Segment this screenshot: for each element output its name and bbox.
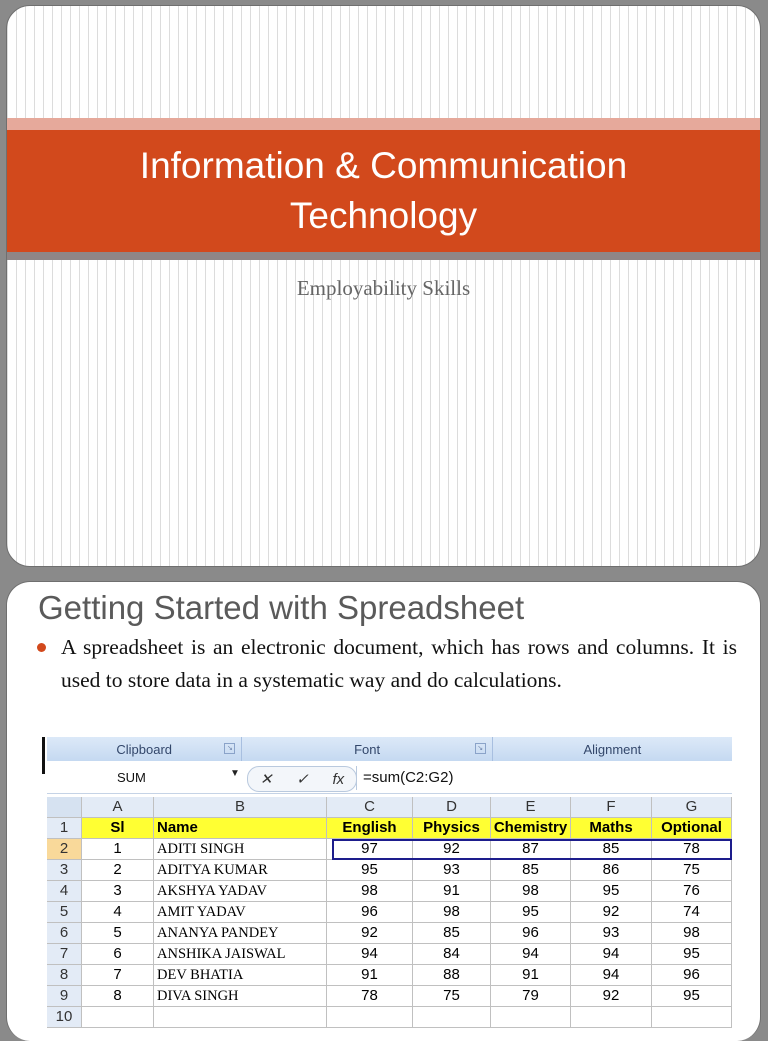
selected-range <box>332 839 732 860</box>
table-cell[interactable]: 1 <box>82 839 154 860</box>
table-row <box>47 944 732 965</box>
formula-input[interactable]: =sum(C2:G2) <box>356 766 739 790</box>
table-cell[interactable]: ADITYA KUMAR <box>154 860 327 881</box>
table-cell[interactable]: 8 <box>82 986 154 1007</box>
row-header[interactable]: 2 <box>47 839 82 860</box>
table-cell[interactable] <box>571 1007 652 1028</box>
table-cell[interactable]: 95 <box>491 902 571 923</box>
table-cell[interactable]: 92 <box>571 902 652 923</box>
table-cell[interactable]: 91 <box>491 965 571 986</box>
table-cell[interactable]: 95 <box>652 944 732 965</box>
column-header[interactable]: D <box>413 797 491 818</box>
table-row <box>47 860 732 881</box>
spreadsheet-screenshot <box>42 737 732 1037</box>
table-cell[interactable]: 7 <box>82 965 154 986</box>
table-cell[interactable]: AMIT YADAV <box>154 902 327 923</box>
table-cell[interactable]: 74 <box>652 902 732 923</box>
table-cell[interactable]: Maths <box>571 818 652 839</box>
column-header[interactable]: A <box>82 797 154 818</box>
table-cell[interactable]: 93 <box>571 923 652 944</box>
table-cell[interactable]: 98 <box>327 881 413 902</box>
table-cell[interactable]: 93 <box>413 860 491 881</box>
table-cell[interactable]: Name <box>154 818 327 839</box>
table-cell[interactable]: 95 <box>327 860 413 881</box>
title-band-top-stripe <box>7 118 760 130</box>
table-cell[interactable]: 92 <box>571 986 652 1007</box>
table-cell[interactable]: 2 <box>82 860 154 881</box>
table-cell[interactable] <box>413 1007 491 1028</box>
table-cell[interactable]: 4 <box>82 902 154 923</box>
table-cell[interactable] <box>652 1007 732 1028</box>
formula-buttons <box>247 766 357 792</box>
ribbon-group-label: Clipboard <box>116 741 173 757</box>
table-cell[interactable]: 87 <box>491 839 571 860</box>
column-header[interactable]: B <box>154 797 327 818</box>
table-cell[interactable]: AKSHYA YADAV <box>154 881 327 902</box>
dialog-launcher-icon[interactable]: ↘ <box>224 743 235 754</box>
table-cell[interactable]: 96 <box>652 965 732 986</box>
title-slide <box>6 5 761 567</box>
row-header[interactable]: 8 <box>47 965 82 986</box>
row-header[interactable]: 7 <box>47 944 82 965</box>
table-cell[interactable]: ANSHIKA JAISWAL <box>154 944 327 965</box>
column-header[interactable]: E <box>491 797 571 818</box>
ribbon-group-font[interactable] <box>242 737 492 761</box>
cell-grid <box>47 797 732 1028</box>
table-cell[interactable]: 84 <box>413 944 491 965</box>
row-header[interactable]: 6 <box>47 923 82 944</box>
row-header[interactable]: 5 <box>47 902 82 923</box>
table-cell[interactable]: 78 <box>327 986 413 1007</box>
table-cell[interactable]: 85 <box>491 860 571 881</box>
table-cell[interactable]: 88 <box>413 965 491 986</box>
table-cell[interactable]: 98 <box>491 881 571 902</box>
table-row <box>47 1007 732 1028</box>
ribbon-group-label: Font <box>354 741 381 757</box>
table-cell[interactable]: DEV BHATIA <box>154 965 327 986</box>
table-cell[interactable]: 86 <box>571 860 652 881</box>
slide-title: Information & Communication Technology <box>139 145 628 236</box>
table-row <box>47 902 732 923</box>
table-cell[interactable]: 78 <box>652 839 732 860</box>
name-box[interactable]: SUM <box>117 770 146 785</box>
ribbon-edge <box>42 737 45 774</box>
table-header-row <box>47 818 732 839</box>
slide-subtitle: Employability Skills <box>296 276 471 300</box>
table-cell[interactable]: Sl <box>82 818 154 839</box>
table-cell[interactable]: 75 <box>652 860 732 881</box>
ribbon <box>47 737 732 761</box>
column-header-row <box>47 797 732 818</box>
table-row <box>47 923 732 944</box>
table-cell[interactable]: 92 <box>327 923 413 944</box>
table-cell[interactable]: 5 <box>82 923 154 944</box>
column-header[interactable]: C <box>327 797 413 818</box>
table-cell[interactable]: 6 <box>82 944 154 965</box>
table-cell[interactable] <box>491 1007 571 1028</box>
table-row <box>47 965 732 986</box>
table-cell[interactable]: Chemistry <box>491 818 571 839</box>
row-header[interactable]: 4 <box>47 881 82 902</box>
table-cell[interactable]: 91 <box>327 965 413 986</box>
insert-function-icon[interactable]: fx <box>332 770 345 788</box>
table-cell[interactable]: 91 <box>413 881 491 902</box>
column-header[interactable]: F <box>571 797 652 818</box>
table-cell[interactable]: 94 <box>327 944 413 965</box>
enter-check-icon[interactable]: ✓ <box>296 771 309 788</box>
table-cell[interactable]: 98 <box>652 923 732 944</box>
table-cell[interactable]: ANANYA PANDEY <box>154 923 327 944</box>
table-cell[interactable]: 98 <box>413 902 491 923</box>
table-cell[interactable]: 92 <box>413 839 491 860</box>
row-header[interactable]: 3 <box>47 860 82 881</box>
chevron-down-icon[interactable]: ▼ <box>230 768 240 779</box>
row-header[interactable]: 10 <box>47 1007 82 1028</box>
data-rows <box>47 839 732 1028</box>
formula-bar <box>47 763 732 794</box>
cancel-icon[interactable]: ✕ <box>259 771 273 788</box>
table-cell[interactable]: 3 <box>82 881 154 902</box>
table-cell[interactable]: 76 <box>652 881 732 902</box>
table-cell[interactable] <box>154 1007 327 1028</box>
title-band-bottom-stripe <box>7 252 760 260</box>
table-cell[interactable]: 95 <box>652 986 732 1007</box>
title-band <box>7 130 760 252</box>
table-cell[interactable]: 79 <box>491 986 571 1007</box>
table-cell[interactable]: Optional <box>652 818 732 839</box>
table-cell[interactable] <box>82 1007 154 1028</box>
row-header[interactable]: 9 <box>47 986 82 1007</box>
table-cell[interactable]: 85 <box>571 839 652 860</box>
bullet-dot-icon <box>37 643 46 652</box>
table-cell[interactable]: English <box>327 818 413 839</box>
table-cell[interactable]: ADITI SINGH <box>154 839 327 860</box>
row-header[interactable]: 1 <box>47 818 82 839</box>
table-cell[interactable]: Physics <box>413 818 491 839</box>
table-cell[interactable]: 94 <box>491 944 571 965</box>
table-cell[interactable]: 97 <box>327 839 413 860</box>
select-all-corner[interactable] <box>47 797 82 818</box>
table-cell[interactable]: 94 <box>571 965 652 986</box>
table-row <box>47 986 732 1007</box>
table-cell[interactable]: 85 <box>413 923 491 944</box>
table-cell[interactable]: 75 <box>413 986 491 1007</box>
table-cell[interactable]: 96 <box>327 902 413 923</box>
ribbon-group-label: Alignment <box>583 741 642 757</box>
content-slide-title: Getting Started with Spreadsheet <box>38 589 525 626</box>
table-cell[interactable]: 94 <box>571 944 652 965</box>
content-slide <box>6 581 761 1041</box>
table-cell[interactable]: DIVA SINGH <box>154 986 327 1007</box>
table-cell[interactable]: 95 <box>571 881 652 902</box>
bullet-item <box>37 631 737 697</box>
table-cell[interactable]: 96 <box>491 923 571 944</box>
column-header[interactable]: G <box>652 797 732 818</box>
table-row <box>47 881 732 902</box>
bullet-text: A spreadsheet is an electronic document, which has rows and columns. It is used to store data in a systematic way and do calculations. <box>61 635 737 692</box>
table-cell[interactable] <box>327 1007 413 1028</box>
ribbon-group-alignment[interactable] <box>493 737 732 761</box>
ribbon-group-clipboard[interactable] <box>47 737 242 761</box>
dialog-launcher-icon[interactable]: ↘ <box>475 743 486 754</box>
